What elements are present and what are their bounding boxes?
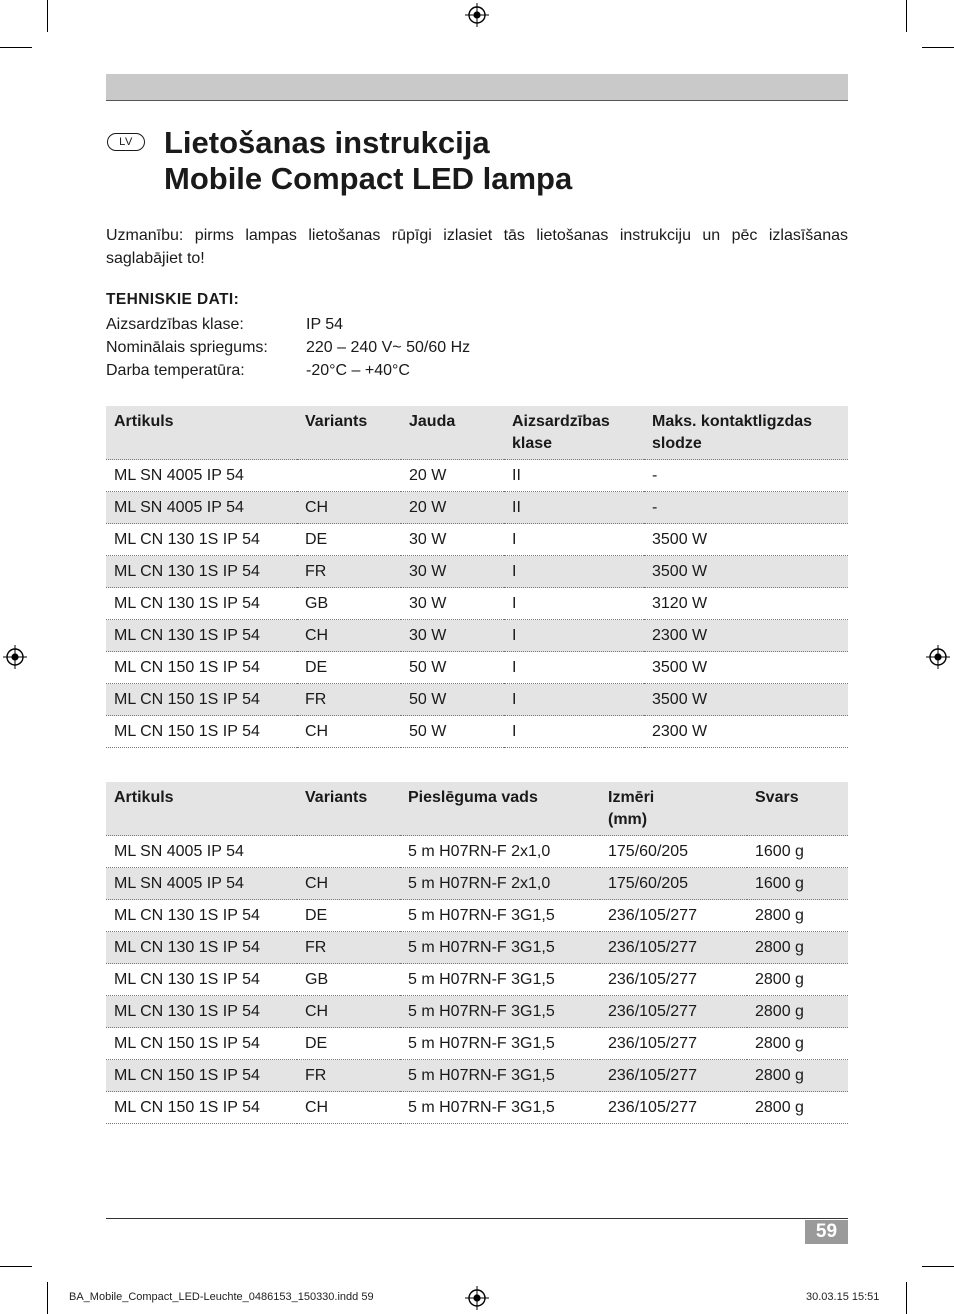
table-cell: 5 m H07RN-F 3G1,5 bbox=[400, 900, 600, 932]
registration-mark-icon bbox=[465, 1286, 489, 1310]
table-cell: CH bbox=[297, 868, 400, 900]
table-row bbox=[106, 620, 848, 652]
title-line-1: Lietošanas instrukcija bbox=[164, 125, 490, 160]
table-cell: ML CN 150 1S IP 54 bbox=[106, 1060, 297, 1092]
table-row bbox=[106, 964, 848, 996]
table-cell: ML CN 150 1S IP 54 bbox=[106, 684, 297, 716]
table-cell: I bbox=[504, 652, 644, 684]
table-cell: FR bbox=[297, 932, 400, 964]
table-cell: 1600 g bbox=[747, 836, 848, 868]
column-header: Variants bbox=[297, 406, 401, 460]
slug-filename: BA_Mobile_Compact_LED-Leuchte_0486153_150330.indd 59 bbox=[69, 1291, 374, 1303]
column-header: Artikuls bbox=[106, 782, 297, 836]
crop-mark bbox=[906, 0, 907, 32]
table-cell: 5 m H07RN-F 3G1,5 bbox=[400, 964, 600, 996]
table-cell: ML CN 150 1S IP 54 bbox=[106, 716, 297, 748]
table-cell: 2800 g bbox=[747, 1060, 848, 1092]
table-cell: II bbox=[504, 492, 644, 524]
table-cell: 236/105/277 bbox=[600, 1028, 747, 1060]
column-header: Variants bbox=[297, 782, 400, 836]
table-cell: 236/105/277 bbox=[600, 900, 747, 932]
table-cell: ML CN 130 1S IP 54 bbox=[106, 900, 297, 932]
power-table bbox=[106, 406, 848, 748]
table-cell: 3500 W bbox=[644, 524, 848, 556]
page-number: 59 bbox=[805, 1220, 848, 1244]
spec-value: 220 – 240 V~ 50/60 Hz bbox=[306, 339, 471, 356]
table-cell: 3500 W bbox=[644, 556, 848, 588]
table-cell: 50 W bbox=[401, 716, 504, 748]
table-cell: 5 m H07RN-F 3G1,5 bbox=[400, 932, 600, 964]
table-cell: 236/105/277 bbox=[600, 1060, 747, 1092]
table-cell: I bbox=[504, 588, 644, 620]
crop-mark bbox=[922, 47, 954, 48]
table-cell bbox=[297, 460, 401, 492]
table-cell: I bbox=[504, 620, 644, 652]
column-header: Jauda bbox=[401, 406, 504, 460]
table-cell: 3500 W bbox=[644, 652, 848, 684]
table-cell: CH bbox=[297, 1092, 400, 1124]
table-row bbox=[106, 652, 848, 684]
table-row bbox=[106, 684, 848, 716]
table-header-row bbox=[106, 406, 848, 460]
table-cell: I bbox=[504, 556, 644, 588]
table-cell: 2300 W bbox=[644, 716, 848, 748]
table-cell: 5 m H07RN-F 3G1,5 bbox=[400, 1060, 600, 1092]
table-cell: GB bbox=[297, 964, 400, 996]
table-row bbox=[106, 900, 848, 932]
table-cell bbox=[297, 836, 400, 868]
table-cell: ML CN 130 1S IP 54 bbox=[106, 932, 297, 964]
table-cell: ML SN 4005 IP 54 bbox=[106, 492, 297, 524]
table-cell: 175/60/205 bbox=[600, 836, 747, 868]
table-row bbox=[106, 716, 848, 748]
table-cell: 2800 g bbox=[747, 1092, 848, 1124]
table-cell: 30 W bbox=[401, 620, 504, 652]
table-cell: DE bbox=[297, 524, 401, 556]
crop-mark bbox=[906, 1282, 907, 1314]
table-cell: 50 W bbox=[401, 652, 504, 684]
slug-date: 30.03.15 15:51 bbox=[806, 1291, 880, 1303]
table-cell: 30 W bbox=[401, 556, 504, 588]
table-cell: 5 m H07RN-F 2x1,0 bbox=[400, 836, 600, 868]
table-cell: ML CN 130 1S IP 54 bbox=[106, 556, 297, 588]
column-header: Artikuls bbox=[106, 406, 297, 460]
table-cell: - bbox=[644, 460, 848, 492]
table-cell: 20 W bbox=[401, 492, 504, 524]
table-cell: 236/105/277 bbox=[600, 964, 747, 996]
table-cell: 2800 g bbox=[747, 900, 848, 932]
table-cell: 236/105/277 bbox=[600, 1092, 747, 1124]
table-cell: GB bbox=[297, 588, 401, 620]
table-cell: DE bbox=[297, 652, 401, 684]
table-cell: ML SN 4005 IP 54 bbox=[106, 460, 297, 492]
table-cell: 50 W bbox=[401, 684, 504, 716]
cable-dimension-table bbox=[106, 782, 848, 1124]
table-row bbox=[106, 492, 848, 524]
crop-mark bbox=[47, 0, 48, 32]
table-cell: ML CN 150 1S IP 54 bbox=[106, 1028, 297, 1060]
table-cell: 2300 W bbox=[644, 620, 848, 652]
table-row bbox=[106, 588, 848, 620]
table-cell: ML CN 150 1S IP 54 bbox=[106, 652, 297, 684]
table-cell: DE bbox=[297, 900, 400, 932]
table-row bbox=[106, 868, 848, 900]
table-cell: ML CN 130 1S IP 54 bbox=[106, 964, 297, 996]
column-header: Izmēri (mm) bbox=[600, 782, 747, 836]
crop-mark bbox=[0, 1266, 32, 1267]
table-cell: FR bbox=[297, 556, 401, 588]
table-cell: FR bbox=[297, 684, 401, 716]
table-cell: I bbox=[504, 684, 644, 716]
table-cell: 175/60/205 bbox=[600, 868, 747, 900]
registration-mark-icon bbox=[465, 3, 489, 27]
table-cell: 1600 g bbox=[747, 868, 848, 900]
table-row bbox=[106, 1092, 848, 1124]
table-cell: 20 W bbox=[401, 460, 504, 492]
table-cell: ML CN 130 1S IP 54 bbox=[106, 996, 297, 1028]
spec-value: -20°C – +40°C bbox=[306, 362, 410, 379]
table-cell: I bbox=[504, 524, 644, 556]
spec-label: Nominālais spriegums: bbox=[106, 339, 268, 356]
spec-label: Darba temperatūra: bbox=[106, 362, 245, 379]
column-header: Aizsardzības klase bbox=[504, 406, 644, 460]
table-row bbox=[106, 460, 848, 492]
table-cell: 2800 g bbox=[747, 996, 848, 1028]
language-badge: LV bbox=[107, 133, 145, 151]
table-cell: CH bbox=[297, 620, 401, 652]
table-row bbox=[106, 1060, 848, 1092]
table-cell: 5 m H07RN-F 3G1,5 bbox=[400, 996, 600, 1028]
page-title bbox=[164, 125, 572, 197]
table-cell: 236/105/277 bbox=[600, 996, 747, 1028]
table-row bbox=[106, 524, 848, 556]
table-cell: 5 m H07RN-F 3G1,5 bbox=[400, 1028, 600, 1060]
table-cell: ML CN 130 1S IP 54 bbox=[106, 620, 297, 652]
spec-value: IP 54 bbox=[306, 316, 344, 333]
column-header: Maks. kontaktligzdas slodze bbox=[644, 406, 848, 460]
column-header: Pieslēguma vads bbox=[400, 782, 600, 836]
table-cell: ML CN 130 1S IP 54 bbox=[106, 524, 297, 556]
table-cell: 2800 g bbox=[747, 964, 848, 996]
crop-mark bbox=[47, 1282, 48, 1314]
table-cell: CH bbox=[297, 492, 401, 524]
title-line-2: Mobile Compact LED lampa bbox=[164, 161, 573, 196]
table-cell: 2800 g bbox=[747, 1028, 848, 1060]
table-cell: CH bbox=[297, 716, 401, 748]
table-cell: CH bbox=[297, 996, 400, 1028]
crop-mark bbox=[922, 1266, 954, 1267]
table-row bbox=[106, 932, 848, 964]
column-header: Svars bbox=[747, 782, 848, 836]
table-cell: FR bbox=[297, 1060, 400, 1092]
table-cell: II bbox=[504, 460, 644, 492]
specs-heading: TEHNISKIE DATI: bbox=[106, 291, 240, 308]
header-band bbox=[106, 74, 848, 101]
intro-warning: Uzmanību: pirms lampas lietošanas rūpīgi izlasiet tās lietošanas instrukciju un pēc izlasīšanas saglabājiet to! bbox=[106, 227, 848, 267]
crop-mark bbox=[0, 47, 32, 48]
table-cell: 236/105/277 bbox=[600, 932, 747, 964]
table-header-row bbox=[106, 782, 848, 836]
table-cell: 3500 W bbox=[644, 684, 848, 716]
spec-label: Aizsardzības klase: bbox=[106, 316, 244, 333]
table-row bbox=[106, 836, 848, 868]
table-cell: - bbox=[644, 492, 848, 524]
table-cell: I bbox=[504, 716, 644, 748]
registration-mark-icon bbox=[3, 645, 27, 669]
table-cell: DE bbox=[297, 1028, 400, 1060]
table-cell: ML SN 4005 IP 54 bbox=[106, 836, 297, 868]
table-cell: 5 m H07RN-F 2x1,0 bbox=[400, 868, 600, 900]
table-cell: ML SN 4005 IP 54 bbox=[106, 868, 297, 900]
table-cell: 2800 g bbox=[747, 932, 848, 964]
table-row bbox=[106, 996, 848, 1028]
table-cell: 5 m H07RN-F 3G1,5 bbox=[400, 1092, 600, 1124]
table-cell: 3120 W bbox=[644, 588, 848, 620]
table-cell: 30 W bbox=[401, 524, 504, 556]
table-cell: ML CN 130 1S IP 54 bbox=[106, 588, 297, 620]
table-row bbox=[106, 556, 848, 588]
registration-mark-icon bbox=[926, 645, 950, 669]
table-row bbox=[106, 1028, 848, 1060]
footer-rule bbox=[106, 1218, 848, 1219]
table-cell: 30 W bbox=[401, 588, 504, 620]
table-cell: ML CN 150 1S IP 54 bbox=[106, 1092, 297, 1124]
